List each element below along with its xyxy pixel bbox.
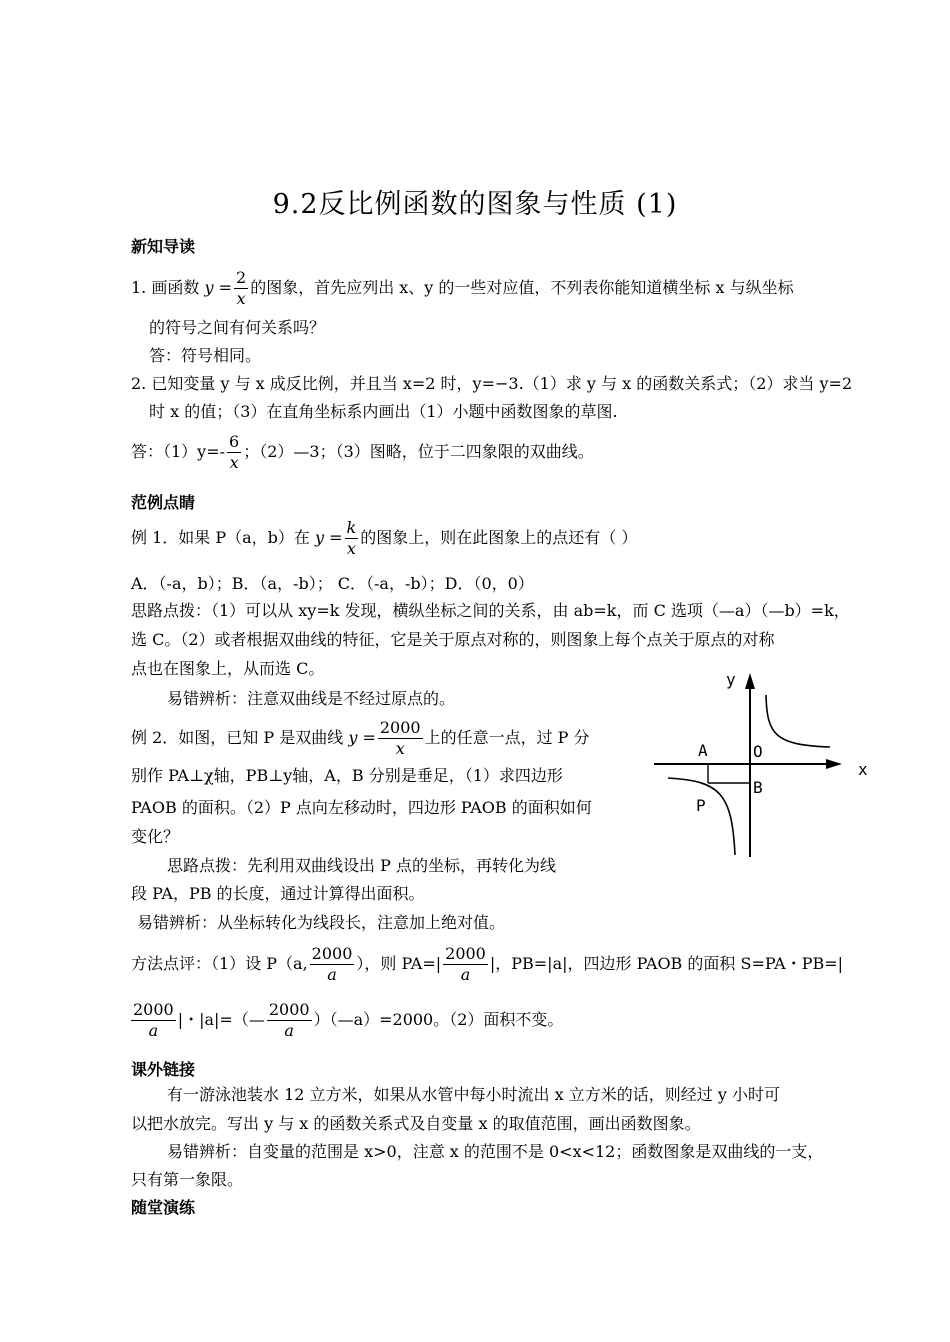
- question-2-line-1: 2. 已知变量 y 与 x 成反比例，并且当 x=2 时，y=−3.（1）求 y 与 x 的函数关系式；（2）求当 y=2: [131, 374, 853, 393]
- ex2-prefix: 例 2．如图，已知 P 是双曲线: [131, 728, 344, 747]
- q2-answer-text: ；（2）—3；（3）图略，位于二四象限的双曲线。: [243, 442, 594, 461]
- method-numerator-3: 2000: [133, 1000, 174, 1019]
- x-axis-arrow: [826, 759, 842, 769]
- hyperbola-figure: [650, 665, 880, 865]
- method-review-line-1: [131, 944, 843, 985]
- example-2-line-1: [131, 718, 590, 759]
- method-review-line-2: [131, 1000, 563, 1041]
- link-error-line-1: 易错辨析：自变量的范围是 x>0，注意 x 的范围不是 0<x<12；函数图象是双曲线的一支，: [167, 1142, 824, 1161]
- section-heading-new-knowledge: 新知导读: [131, 237, 196, 256]
- ex1-fraction: [345, 518, 359, 559]
- example-1-hint-line-1: 思路点拨：（1）可以从 xy=k 发现，横纵坐标之间的关系，由 ab=k，而 C 选项（—a）（—b）=k，: [131, 601, 850, 620]
- hyperbola-branch-third-quadrant: [668, 778, 735, 855]
- ex1-y: y: [315, 528, 325, 547]
- question-2-answer: [131, 432, 594, 473]
- q1-y: y: [204, 278, 214, 297]
- method-fraction-4: [267, 1000, 312, 1041]
- method-numerator-1: 2000: [311, 944, 353, 963]
- example-1-question: [131, 518, 637, 559]
- question-2-line-2: 时 x 的值；（3）在直角坐标系内画出（1）小题中函数图象的草图.: [149, 402, 618, 421]
- q2-answer-prefix: 答：（1）y=: [131, 442, 220, 461]
- ex2-equals: =: [362, 728, 376, 747]
- point-b-label: B: [753, 778, 763, 797]
- ex1-equals: =: [329, 528, 343, 547]
- link-error-line-2: 只有第一象限。: [131, 1170, 244, 1189]
- section-heading-practice: 随堂演练: [131, 1198, 196, 1217]
- point-p-label: P: [696, 796, 706, 815]
- q1-denominator: x: [234, 288, 248, 309]
- method-text-1: ），则 PA=|: [356, 954, 442, 973]
- question-1-line-2: 的符号之间有何关系吗？: [149, 318, 326, 337]
- example-1-options: A．（-a，b）；B．（a，-b）； C．（-a，-b）；D．（0，0）: [131, 574, 534, 593]
- method-denominator-3: a: [131, 1020, 176, 1041]
- x-axis-label: x: [858, 760, 868, 779]
- example-1-hint-line-3: 点也在图象上，从而选 C。: [131, 659, 325, 678]
- q1-prefix: 1. 画函数: [131, 278, 200, 297]
- example-2-error-note: 易错辨析：从坐标转化为线段长，注意加上绝对值。: [137, 913, 506, 932]
- ex2-y: y: [348, 728, 358, 747]
- question-1-answer: 答：符号相同。: [149, 346, 262, 365]
- q2-minus: -: [219, 442, 226, 461]
- example-2-line-4: 变化？: [131, 827, 180, 846]
- ex1-numerator: k: [346, 518, 357, 537]
- method-fraction-3: [131, 1000, 176, 1041]
- ex2-numerator: 2000: [379, 718, 421, 737]
- method-text-2: |，PB=|a|，四边形 PAOB 的面积 S=PA・PB=|: [489, 954, 844, 973]
- q1-fraction: [234, 268, 248, 309]
- example-2-line-3: PAOB 的面积。（2）P 点向左移动时，四边形 PAOB 的面积如何: [131, 798, 592, 817]
- y-axis-label: y: [726, 670, 736, 689]
- point-a-label: A: [698, 741, 708, 760]
- example-2-hint-line-1: 思路点拨：先利用双曲线设出 P 点的坐标，再转化为线: [167, 856, 556, 875]
- link-paragraph-line-2: 以把水放完。写出 y 与 x 的函数关系式及自变量 x 的取值范围，画出函数图象。: [131, 1114, 701, 1133]
- page-title: 9.2反比例函数的图象与性质 (1): [272, 189, 678, 220]
- ex2-denominator: x: [378, 738, 423, 759]
- origin-label: O: [753, 742, 763, 761]
- ex2-text: 上的任意一点，过 P 分: [424, 728, 590, 747]
- hyperbola-branch-first-quadrant: [766, 695, 830, 747]
- method-denominator-1: a: [310, 964, 355, 985]
- ex1-prefix: 例 1．如果 P（a，b）在: [131, 528, 310, 547]
- q2-numerator: 6: [229, 432, 240, 451]
- ex1-denominator: x: [345, 538, 359, 559]
- method-fraction-1: [310, 944, 355, 985]
- example-1-hint-line-2: 选 C。（2）或者根据双曲线的特征，它是关于原点对称的，则图象上每个点关于原点的对称: [131, 630, 775, 649]
- q2-denominator: x: [227, 452, 241, 473]
- method-text-4: ）（—a）=2000。（2）面积不变。: [313, 1010, 564, 1029]
- q1-equals: =: [218, 278, 232, 297]
- question-1-line-1: [131, 268, 794, 309]
- section-heading-examples: 范例点睛: [131, 493, 196, 512]
- example-2-hint-line-2: 段 PA，PB 的长度，通过计算得出面积。: [131, 884, 425, 903]
- method-prefix: 方法点评：（1）设 P（a,: [131, 954, 308, 973]
- method-numerator-4: 2000: [268, 1000, 310, 1019]
- link-paragraph-line-1: 有一游泳池装水 12 立方米，如果从水管中每小时流出 x 立方米的话，则经过 y 小时可: [167, 1085, 780, 1104]
- ex2-fraction: [378, 718, 423, 759]
- method-denominator-4: a: [267, 1020, 312, 1041]
- example-1-error-note: 易错辨析：注意双曲线是不经过原点的。: [167, 689, 456, 708]
- method-numerator-2: 2000: [445, 944, 486, 963]
- method-denominator-2: a: [443, 964, 488, 985]
- q2-fraction: [227, 432, 241, 473]
- method-text-3: |・|a|=（—: [177, 1010, 265, 1029]
- y-axis-arrow: [745, 673, 755, 689]
- q1-numerator: 2: [236, 268, 247, 287]
- q1-text: 的图象，首先应列出 x、y 的一些对应值，不列表你能知道横坐标 x 与纵坐标: [250, 278, 794, 297]
- method-fraction-2: [443, 944, 488, 985]
- ex1-text: 的图象上，则在此图象上的点还有（ ）: [360, 528, 638, 547]
- example-2-line-2: 别作 PA⊥χ轴，PB⊥y轴，A，B 分别是垂足，（1）求四边形: [131, 766, 563, 785]
- section-heading-extracurricular: 课外链接: [131, 1060, 196, 1079]
